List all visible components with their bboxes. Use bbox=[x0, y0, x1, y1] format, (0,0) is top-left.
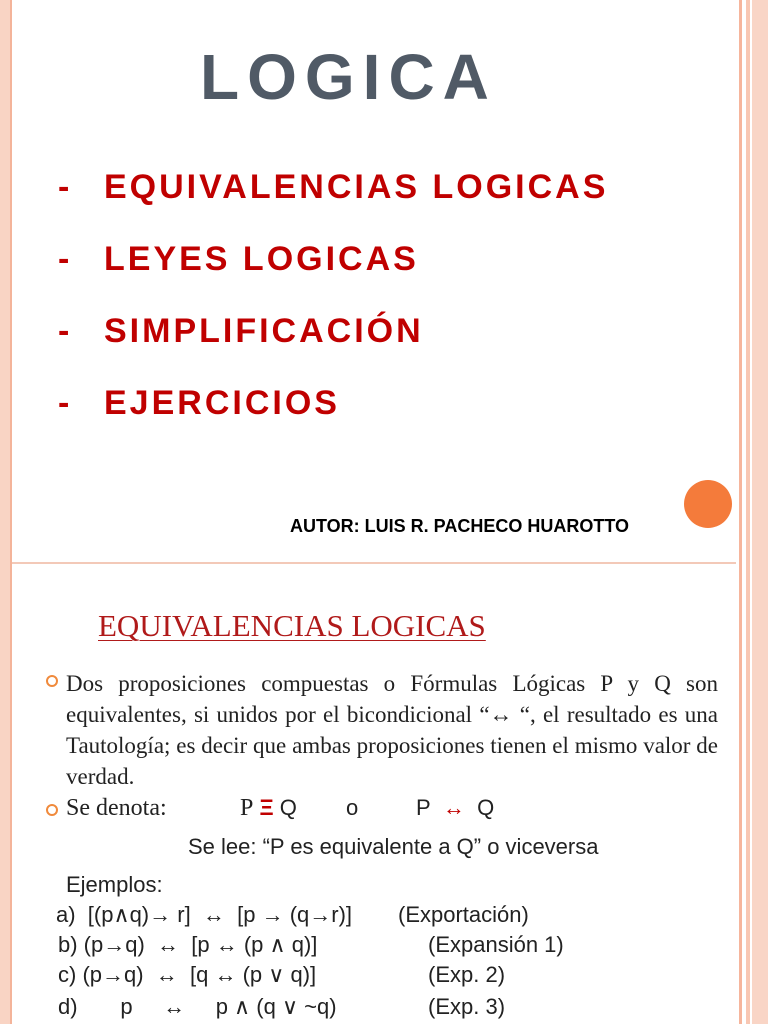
formula-left: P bbox=[240, 795, 254, 821]
topic-item bbox=[58, 168, 608, 207]
example-name: (Exp. 3) bbox=[428, 994, 506, 1019]
topic-label: LEYES LOGICAS bbox=[104, 240, 419, 278]
definition-paragraph: Dos proposiciones compuestas o Fórmulas Lógicas P y Q son equivalentes, si unidos por el bicondicional “↔ “, el resultado es una Tautología; es decir que ambas proposiciones tienen el mismo valor de verdad. bbox=[66, 671, 718, 789]
biconditional-formula bbox=[416, 795, 494, 821]
example-name: (Exp. 2) bbox=[428, 962, 506, 987]
topic-dash: - bbox=[58, 240, 73, 278]
denote-label: Se denota: bbox=[66, 795, 167, 821]
biconditional-arrow-icon: ↔ bbox=[442, 795, 465, 820]
formula-right: Q bbox=[279, 795, 297, 820]
equivalence-symbol: Ξ bbox=[259, 795, 274, 820]
topic-label: EQUIVALENCIAS LOGICAS bbox=[104, 168, 609, 206]
formula-left: P bbox=[416, 795, 431, 820]
orange-circle-ornament bbox=[684, 480, 732, 528]
examples-label: Ejemplos: bbox=[66, 872, 163, 897]
topic-label: EJERCICIOS bbox=[104, 384, 340, 422]
slide-title: LOGICA bbox=[200, 41, 497, 113]
bullet-circle-icon bbox=[46, 804, 58, 816]
bullet-circle-icon bbox=[46, 675, 58, 687]
example-expression: d) p ↔ p ∧ (q ∨ ~q) bbox=[58, 994, 337, 1019]
topic-item bbox=[58, 240, 419, 279]
right-decorative-border bbox=[736, 0, 768, 1024]
formula-connector: o bbox=[346, 795, 359, 820]
formula-right: Q bbox=[477, 795, 495, 820]
example-expression: c) (p→q) ↔ [q ↔ (p ∨ q)] bbox=[58, 962, 317, 987]
example-expression: b) (p→q) ↔ [p ↔ (p ∧ q)] bbox=[58, 932, 318, 957]
topic-dash: - bbox=[58, 384, 73, 422]
example-name: (Expansión 1) bbox=[428, 932, 564, 957]
example-name: (Exportación) bbox=[398, 902, 529, 927]
topic-item bbox=[58, 384, 340, 423]
reading-note: Se lee: “P es equivalente a Q” o viceversa bbox=[188, 834, 599, 859]
topic-label: SIMPLIFICACIÓN bbox=[104, 312, 424, 350]
section-heading: EQUIVALENCIAS LOGICAS bbox=[98, 608, 486, 643]
topic-item bbox=[58, 312, 424, 351]
topic-dash: - bbox=[58, 312, 73, 350]
equivalence-formula bbox=[240, 795, 297, 822]
example-expression: a) [(p∧q)→ r] ↔ [p → (q→r)] bbox=[56, 902, 353, 927]
author-line: AUTOR: LUIS R. PACHECO HUAROTTO bbox=[290, 516, 630, 536]
left-decorative-border bbox=[0, 0, 12, 1024]
topic-dash: - bbox=[58, 168, 73, 206]
slide-divider bbox=[12, 562, 736, 564]
